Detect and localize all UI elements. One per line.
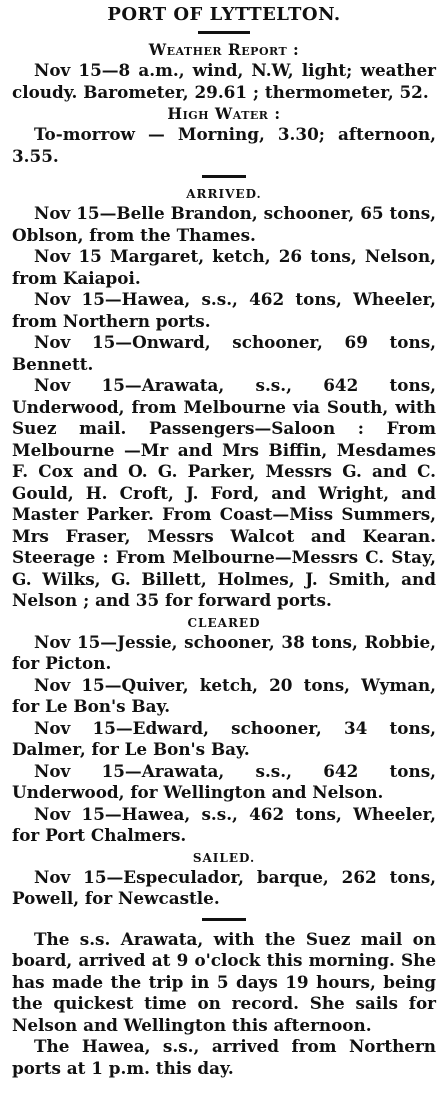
arrived-entry: Nov 15—Arawata, s.s., 642 tons, Underwood, from Melbourne via South, with Suez mail. Passengers—Saloon : From Melbourne —Mr and Mrs Biffin, Mesdames F. Cox and O. G. Parker, Messrs G. and C. Gould, H. Croft, J. Ford, and Wright, and Master Parker. From Coast—Miss Summers, Mrs Fraser, Messrs Walcot and Kearan. Steerage : From Melbourne—Messrs C. Stay, G. Wilks, G. Billett, Holmes, J. Smith, and Nelson ; and 35 for forward ports. bbox=[12, 375, 436, 610]
weather-heading: Weather Report : bbox=[148, 40, 300, 59]
arrived-entry: Nov 15—Hawea, s.s., 462 tons, Wheeler, from Northern ports. bbox=[12, 289, 436, 331]
cleared-heading: CLEARED bbox=[187, 615, 261, 630]
sailed-heading: SAILED. bbox=[192, 850, 256, 865]
high-water-heading: High Water : bbox=[167, 104, 281, 123]
page-title: PORT OF LYTTELTON. bbox=[107, 4, 341, 25]
cleared-entry: Nov 15—Edward, schooner, 34 tons, Dalmer, for Le Bon's Bay. bbox=[12, 717, 436, 759]
section-divider bbox=[202, 918, 246, 921]
cleared-entry: Nov 15—Quiver, ketch, 20 tons, Wyman, for Le Bon's Bay. bbox=[12, 674, 436, 716]
arrived-entry: Nov 15 Margaret, ketch, 26 tons, Nelson, from Kaiapoi. bbox=[12, 246, 436, 288]
cleared-entry: Nov 15—Arawata, s.s., 642 tons, Underwood, for Wellington and Nelson. bbox=[12, 760, 436, 802]
cleared-entry: Nov 15—Hawea, s.s., 462 tons, Wheeler, for Port Chalmers. bbox=[12, 803, 436, 845]
arrived-heading: ARRIVED. bbox=[186, 187, 262, 201]
title-divider bbox=[198, 31, 250, 34]
weather-report: Nov 15—8 a.m., wind, N.W, light; weather cloudy. Barometer, 29.61 ; thermometer, 52. bbox=[12, 60, 436, 102]
shipping-note: The Hawea, s.s., arrived from Northern ports at 1 p.m. this day. bbox=[12, 1036, 436, 1078]
arrived-entry: Nov 15—Belle Brandon, schooner, 65 tons, Oblson, from the Thames. bbox=[12, 203, 436, 245]
cleared-entry: Nov 15—Jessie, schooner, 38 tons, Robbie, for Picton. bbox=[12, 631, 436, 673]
high-water-report: To-morrow — Morning, 3.30; afternoon, 3.55. bbox=[12, 124, 436, 166]
section-divider bbox=[202, 175, 246, 178]
shipping-note: The s.s. Arawata, with the Suez mail on board, arrived at 9 o'clock this morning. She has made the trip in 5 days 19 hours, being the quickest time on record. She sails for Nelson and Wellington this afternoon. bbox=[12, 928, 436, 1035]
sailed-entry: Nov 15—Especulador, barque, 262 tons, Powell, for Newcastle. bbox=[12, 866, 436, 908]
arrived-entry: Nov 15—Onward, schooner, 69 tons, Bennett. bbox=[12, 332, 436, 374]
